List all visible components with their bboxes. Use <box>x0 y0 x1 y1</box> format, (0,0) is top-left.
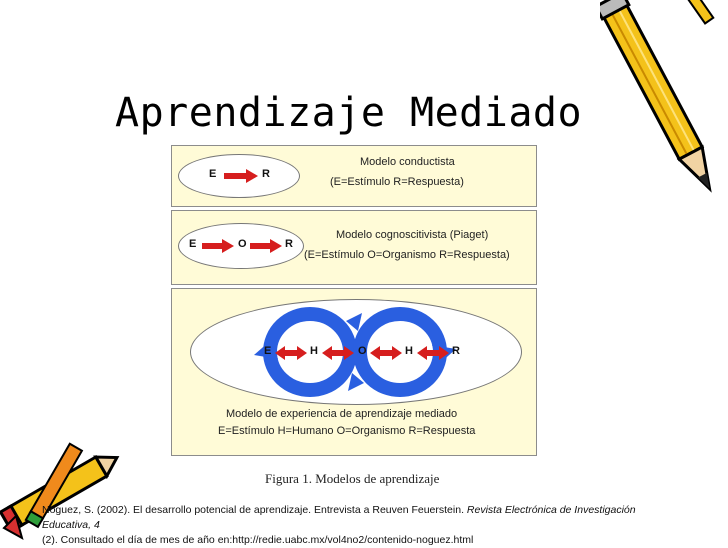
double-arrow-icon <box>417 346 449 360</box>
organism-letter: O <box>238 238 247 250</box>
double-arrow-icon <box>322 346 354 360</box>
arrow-right-icon <box>224 169 258 183</box>
model-legend: (E=Estímulo R=Respuesta) <box>330 176 464 188</box>
response-letter: R <box>262 168 270 180</box>
model-panel-conductista <box>171 145 537 207</box>
model-title: Modelo cognoscitivista (Piaget) <box>336 229 489 241</box>
response-letter: R <box>285 238 293 250</box>
reference-url-line: (2). Consultado el día de mes de año en:http://redie.uabc.mx/vol4no2/contenido-noguez.html <box>42 534 474 546</box>
slide-title: Aprendizaje Mediado <box>115 90 583 136</box>
double-arrow-icon <box>370 346 402 360</box>
double-arrow-icon <box>275 346 307 360</box>
stimulus-letter: E <box>264 345 272 357</box>
journal-name: Revista Electrónica de Investigación Educativa, 4 <box>42 504 636 531</box>
stimulus-letter: E <box>209 168 217 180</box>
response-letter: R <box>452 345 460 357</box>
human-letter: H <box>405 345 413 357</box>
model-legend: E=Estímulo H=Humano O=Organismo R=Respuesta <box>218 425 476 437</box>
model-title: Modelo conductista <box>360 156 455 168</box>
model-title: Modelo de experiencia de aprendizaje mediado <box>226 408 458 420</box>
model-panel-mediado <box>171 288 537 456</box>
pencil-icon <box>600 0 728 210</box>
human-letter: H <box>310 345 318 357</box>
arrow-right-icon <box>202 239 234 253</box>
model-legend: (E=Estímulo O=Organismo R=Respuesta) <box>304 249 510 261</box>
reference-text: Noguez, S. (2002). El desarrollo potencial de aprendizaje. Entrevista a Reuven Feuerstein. <box>42 504 467 516</box>
learning-models-figure <box>165 140 542 461</box>
arrow-right-icon <box>250 239 282 253</box>
stimulus-letter: E <box>189 238 197 250</box>
model-panel-cognoscitivista <box>171 210 537 285</box>
figure-caption: Figura 1. Modelos de aprendizaje <box>265 471 440 486</box>
organism-letter: O <box>358 345 367 357</box>
reference-citation <box>42 503 682 548</box>
